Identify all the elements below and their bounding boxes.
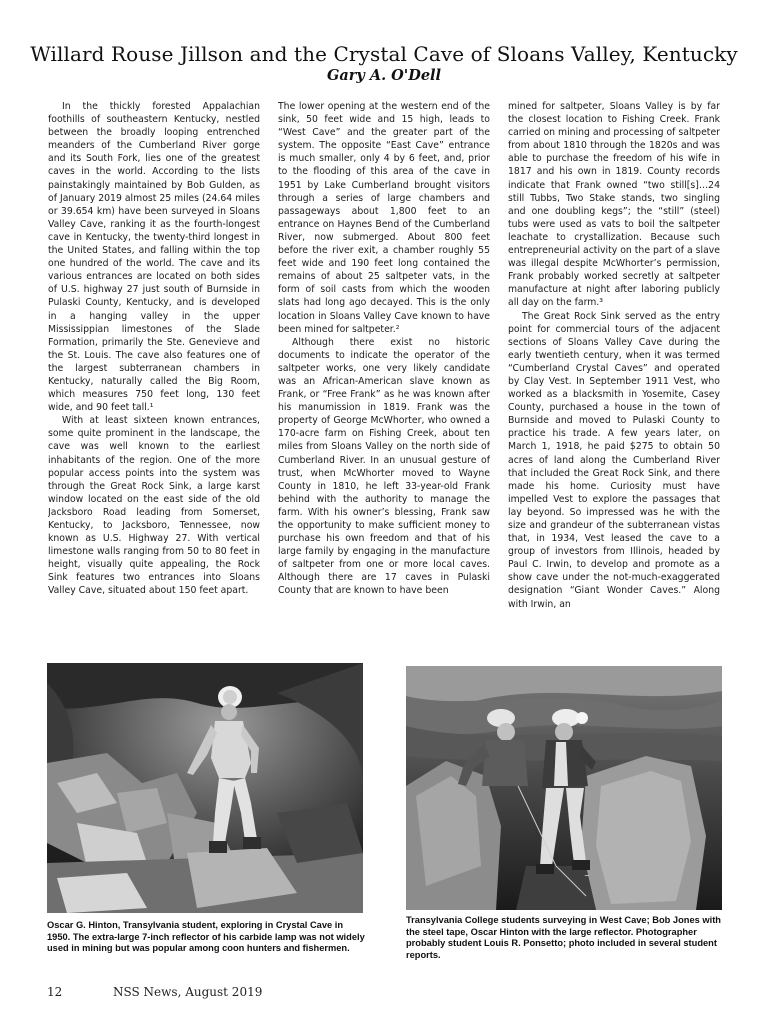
survey-team-photo: [406, 666, 722, 910]
photo-caption: Transylvania College students surveying in West Cave; Bob Jones with the steel tape, Oscar Hinton with the large reflector. Photographer probably student Louis R. Ponsetto; photo included in several student reports.: [406, 915, 721, 960]
publication-footer: NSS News, August 2019: [113, 985, 263, 999]
page-number: 12: [47, 985, 63, 999]
paragraph: mined for saltpeter, Sloans Valley is by far the closest location to Fishing Creek. Frank carried on mining and processing of saltpeter from about 1810 through the 1820s and was able to purchase the freedom of his wife in 1817 and his own in 1819. County records indicate that Frank owned “two still[s]…24 still Tubbs, Two Stake stands, two singling and one doubling kegs”; the “still” (steel) tubs were used as vats to boil the saltpeter leachate to crystallization. Because such entrepreneurial activity on the part of a slave was illegal despite McWhorter’s permission, Frank probably worked secretly at saltpeter manufacture at night after laboring publicly all day on the farm.³: [508, 101, 720, 309]
paragraph: The lower opening at the western end of the sink, 50 feet wide and 15 high, leads to “West Cave” and the greater part of the system. The opposite “East Cave” entrance is much smaller, only 4 by 6 feet, and, prior to the flooding of this area of the cave in 1951 by Lake Cumberland brought visitors through a series of large chambers and passageways about 1,800 feet to an entrance on Haynes Bend of the Cumberland River, now submerged. About 800 feet before the river exit, a chamber roughly 55 feet wide and 190 feet long contained the remains of about 25 saltpeter vats, in the form of soil casts from which the wooden slats had long ago decayed. This is the only location in Sloans Valley Cave known to have been mined for saltpeter.²: [278, 101, 490, 335]
author-byline: Gary A. O'Dell: [326, 67, 442, 84]
article-title: Willard Rouse Jillson and the Crystal Cave of Sloans Valley, Kentucky: [30, 42, 738, 66]
text-column-3: [508, 100, 720, 648]
photo-annotation: ~: [584, 872, 590, 880]
text-column-1: [48, 100, 260, 648]
photo-caption: Oscar G. Hinton, Transylvania student, exploring in Crystal Cave in 1950. The extra-large 7-inch reflector of his carbide lamp was not widely used in mining but was popular among coon hunters and fishermen.: [47, 920, 365, 954]
text-column-2: [278, 100, 490, 648]
paragraph: Although there exist no historic documents to indicate the operator of the saltpeter works, one very likely candidate was an African-American slave known as Frank, or “Free Frank” as he was known after his manumission in 1819. Frank was the property of George McWhorter, who owned a 170-acre farm on Fishing Creek, about ten miles from Sloans Valley on the north side of Cumberland River. In an unusual gesture of trust, when McWhorter moved to Wayne County in 1810, he left 33-year-old Frank behind with the authority to manage the farm. With his owner’s blessing, Frank saw the opportunity to make sufficient money to purchase his own freedom and that of his large family by engaging in the manufacture of saltpeter from one or more local caves. Although there are 17 caves in Pulaski County that are known to have been: [278, 336, 490, 597]
paragraph: The Great Rock Sink served as the entry point for commercial tours of the adjacent sections of Sloans Valley Cave during the early twentieth century, when it was termed “Cumberland Crystal Caves” and operated by Clay Vest. In September 1911 Vest, who worked as a blacksmith in Yosemite, Casey County, purchased a house in the town of Burnside and moved to Pulaski County to practice his trade. A few years later, on March 1, 1918, he paid $275 to obtain 50 acres of land along the Cumberland River that included the Great Rock Sink, and there made his home. Curiosity must have impelled Vest to explore the passages that lay beyond. So impressed was he with the size and grandeur of the subterranean vistas that, in 1934, Vest leased the cave to a group of investors from Illinois, headed by Paul C. Irwin, to develop and promote as a show cave under the not-much-exaggerated designation “Giant Wonder Caves.” Along with Irwin, an: [508, 310, 720, 610]
cave-explorer-photo: [47, 663, 363, 913]
paragraph: With at least sixteen known entrances, some quite prominent in the landscape, the cave was well known to the earliest inhabitants of the region. One of the more popular access points into the system was through the Great Rock Sink, a large karst window located on the east side of the old Jacksboro Road leading from Somerset, Kentucky, to Jacksboro, Tennessee, now known as U.S. Highway 27. With vertical limestone walls ranging from 50 to 80 feet in height, visually quite appealing, the Rock Sink features two entrances into Sloans Valley Cave, situated about 150 feet apart.: [48, 415, 260, 597]
paragraph: In the thickly forested Appalachian foothills of southeastern Kentucky, nestled between the broadly looping entrenched meanders of the Cumberland River gorge and its South Fork, lies one of the greatest caves in the world. According to the lists painstakingly maintained by Bob Gulden, as of January 2019 almost 25 miles (24.64 miles or 39.654 km) have been surveyed in Sloans Valley Cave, ranking it as the fourth-longest cave in Kentucky, the twenty-third longest in the United States, and falling within the top one hundred of the world. The cave and its various entrances are located on both sides of U.S. highway 27 just south of Burnside in Pulaski County, Kentucky, and is developed in a hanging valley in the upper Mississippian limestones of the Slade Formation, primarily the Ste. Genevieve and the St. Louis. The cave also features one of the largest subterranean chambers in Kentucky, naturally called the Big Room, which measures 750 feet long, 130 feet wide, and 90 feet tall.¹: [48, 101, 260, 414]
